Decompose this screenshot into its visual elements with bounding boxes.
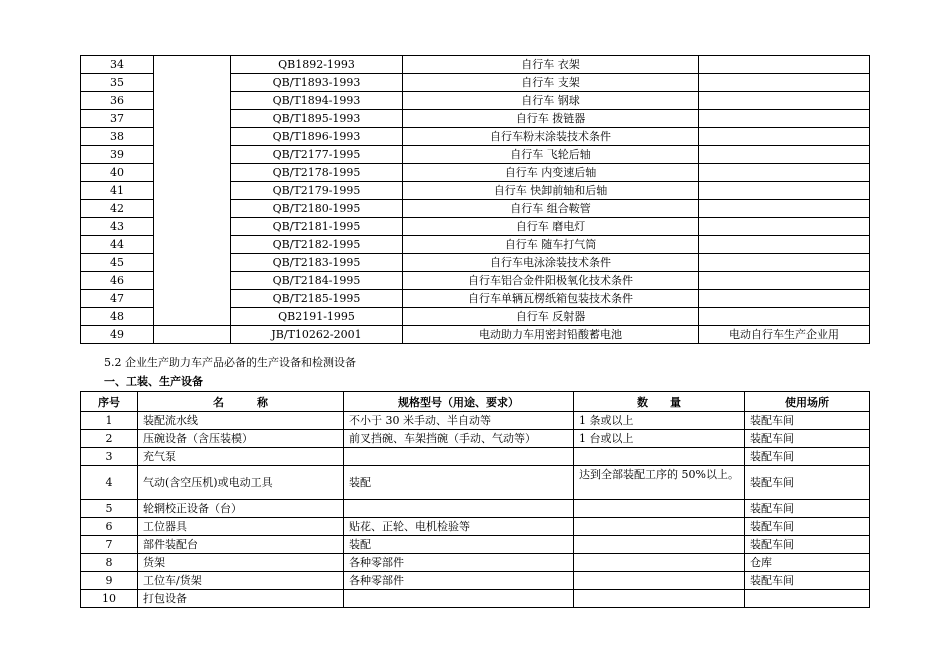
- row-number: 48: [81, 308, 154, 326]
- equipment-no: 4: [81, 466, 138, 500]
- category-cell: [154, 326, 231, 344]
- row-number: 43: [81, 218, 154, 236]
- equipment-name: 装配流水线: [138, 412, 344, 430]
- equipment-no: 9: [81, 572, 138, 590]
- standard-code: QB/T2178-1995: [231, 164, 403, 182]
- equipment-no: 8: [81, 554, 138, 572]
- table-row: [81, 448, 870, 466]
- standard-code: QB/T1893-1993: [231, 74, 403, 92]
- row-number: 38: [81, 128, 154, 146]
- row-number: 46: [81, 272, 154, 290]
- table-row: [81, 572, 870, 590]
- standard-name: 自行车 随车打气筒: [403, 236, 699, 254]
- equipment-qty: 1 台或以上: [574, 430, 745, 448]
- row-number: 37: [81, 110, 154, 128]
- standard-name: 自行车 快卸前轴和后轴: [403, 182, 699, 200]
- equipment-no: 1: [81, 412, 138, 430]
- standard-code: QB/T2185-1995: [231, 290, 403, 308]
- equipment-place: 装配车间: [745, 536, 870, 554]
- header-no: 序号: [81, 392, 138, 412]
- standard-code: QB/T1895-1993: [231, 110, 403, 128]
- standard-name: 自行车 拨链器: [403, 110, 699, 128]
- equipment-no: 5: [81, 500, 138, 518]
- equipment-name: 工位车/货架: [138, 572, 344, 590]
- row-number: 42: [81, 200, 154, 218]
- row-number: 44: [81, 236, 154, 254]
- equipment-qty: 1 条或以上: [574, 412, 745, 430]
- equipment-no: 6: [81, 518, 138, 536]
- equipment-place: 装配车间: [745, 412, 870, 430]
- equipment-place: 装配车间: [745, 500, 870, 518]
- equipment-name: 充气泵: [138, 448, 344, 466]
- equipment-no: 7: [81, 536, 138, 554]
- table-row: [81, 590, 870, 608]
- standards-table-body: [81, 56, 870, 344]
- equipment-spec: 前叉挡碗、车架挡碗（手动、气动等）: [344, 430, 574, 448]
- standard-name: 自行车 支架: [403, 74, 699, 92]
- standard-name: 自行车单辆瓦楞纸箱包装技术条件: [403, 290, 699, 308]
- table-row: [81, 518, 870, 536]
- row-number: 36: [81, 92, 154, 110]
- equipment-place: 装配车间: [745, 518, 870, 536]
- equipment-place: 装配车间: [745, 430, 870, 448]
- standard-name: 电动助力车用密封铅酸蓄电池: [403, 326, 699, 344]
- standard-code: QB/T2182-1995: [231, 236, 403, 254]
- equipment-name: 轮辋校正设备（台）: [138, 500, 344, 518]
- standard-name: 自行车 钢球: [403, 92, 699, 110]
- standard-code: QB/T2177-1995: [231, 146, 403, 164]
- header-name: 名 称: [138, 392, 344, 412]
- equipment-qty: [574, 554, 745, 572]
- category-cell: [154, 56, 231, 326]
- table-row: [81, 56, 870, 74]
- standard-code: QB/T1894-1993: [231, 92, 403, 110]
- section-subheading: 一、工装、生产设备: [104, 375, 203, 388]
- equipment-qty: [574, 536, 745, 554]
- standard-code: QB2191-1995: [231, 308, 403, 326]
- row-number: 35: [81, 74, 154, 92]
- row-number: 49: [81, 326, 154, 344]
- standard-name: 自行车电泳涂装技术条件: [403, 254, 699, 272]
- equipment-name: 压碗设备（含压装模）: [138, 430, 344, 448]
- table-row: [81, 466, 870, 500]
- standards-table: [80, 55, 870, 344]
- standard-note: 电动自行车生产企业用: [699, 326, 870, 344]
- equipment-name: 工位器具: [138, 518, 344, 536]
- row-number: 47: [81, 290, 154, 308]
- equipment-qty: [574, 500, 745, 518]
- standard-name: 自行车铝合金件阳极氧化技术条件: [403, 272, 699, 290]
- equipment-no: 2: [81, 430, 138, 448]
- standard-name: 自行车 组合鞍管: [403, 200, 699, 218]
- header-place: 使用场所: [745, 392, 870, 412]
- header-spec: 规格型号（用途、要求）: [344, 392, 574, 412]
- table-row: [81, 500, 870, 518]
- standard-note: [699, 272, 870, 290]
- standard-note: [699, 146, 870, 164]
- standard-code: QB/T2179-1995: [231, 182, 403, 200]
- table-row: [81, 326, 870, 344]
- equipment-name: 气动(含空压机)或电动工具: [138, 466, 344, 500]
- standard-code: QB/T2181-1995: [231, 218, 403, 236]
- standard-note: [699, 254, 870, 272]
- standard-name: 自行车 反射器: [403, 308, 699, 326]
- standard-note: [699, 164, 870, 182]
- table-row: [81, 554, 870, 572]
- standard-code: QB/T2183-1995: [231, 254, 403, 272]
- equipment-spec: 各种零部件: [344, 572, 574, 590]
- equipment-spec: 各种零部件: [344, 554, 574, 572]
- standard-note: [699, 56, 870, 74]
- standard-note: [699, 74, 870, 92]
- row-number: 39: [81, 146, 154, 164]
- standard-code: QB/T1896-1993: [231, 128, 403, 146]
- standard-note: [699, 200, 870, 218]
- equipment-spec: 不小于 30 米手动、半自动等: [344, 412, 574, 430]
- table-row: [81, 430, 870, 448]
- standard-note: [699, 92, 870, 110]
- equipment-place: 装配车间: [745, 572, 870, 590]
- equipment-place: 装配车间: [745, 448, 870, 466]
- equipment-spec: 装配: [344, 536, 574, 554]
- equipment-no: 10: [81, 590, 138, 608]
- equipment-place: 仓库: [745, 554, 870, 572]
- row-number: 45: [81, 254, 154, 272]
- equipment-qty: [574, 518, 745, 536]
- equipment-spec: 贴花、正轮、电机检验等: [344, 518, 574, 536]
- standard-code: QB/T2180-1995: [231, 200, 403, 218]
- table-row: [81, 536, 870, 554]
- standard-note: [699, 110, 870, 128]
- equipment-qty: [574, 572, 745, 590]
- standard-code: QB/T2184-1995: [231, 272, 403, 290]
- equipment-qty: [574, 590, 745, 608]
- equipment-qty: [574, 448, 745, 466]
- equipment-table-body: [81, 412, 870, 608]
- standard-code: QB1892-1993: [231, 56, 403, 74]
- row-number: 34: [81, 56, 154, 74]
- equipment-name: 部件装配台: [138, 536, 344, 554]
- section-heading: 5.2 企业生产助力车产品必备的生产设备和检测设备: [104, 356, 356, 369]
- equipment-place: [745, 590, 870, 608]
- equipment-qty: 达到全部装配工序的 50%以上。: [574, 466, 745, 500]
- standard-note: [699, 218, 870, 236]
- standard-name: 自行车粉末涂装技术条件: [403, 128, 699, 146]
- standard-code: JB/T10262-2001: [231, 326, 403, 344]
- standard-name: 自行车 磨电灯: [403, 218, 699, 236]
- equipment-spec: [344, 448, 574, 466]
- standard-note: [699, 128, 870, 146]
- equipment-place: 装配车间: [745, 466, 870, 500]
- equipment-header-row: [81, 392, 870, 412]
- standard-note: [699, 290, 870, 308]
- equipment-table: [80, 391, 870, 608]
- standard-name: 自行车 飞轮后轴: [403, 146, 699, 164]
- row-number: 41: [81, 182, 154, 200]
- equipment-spec: [344, 500, 574, 518]
- standard-name: 自行车 衣架: [403, 56, 699, 74]
- equipment-name: 货架: [138, 554, 344, 572]
- standard-name: 自行车 内变速后轴: [403, 164, 699, 182]
- equipment-spec: 装配: [344, 466, 574, 500]
- equipment-spec: [344, 590, 574, 608]
- row-number: 40: [81, 164, 154, 182]
- standard-note: [699, 236, 870, 254]
- table-row: [81, 412, 870, 430]
- equipment-name: 打包设备: [138, 590, 344, 608]
- header-qty: 数 量: [574, 392, 745, 412]
- equipment-no: 3: [81, 448, 138, 466]
- standard-note: [699, 182, 870, 200]
- standard-note: [699, 308, 870, 326]
